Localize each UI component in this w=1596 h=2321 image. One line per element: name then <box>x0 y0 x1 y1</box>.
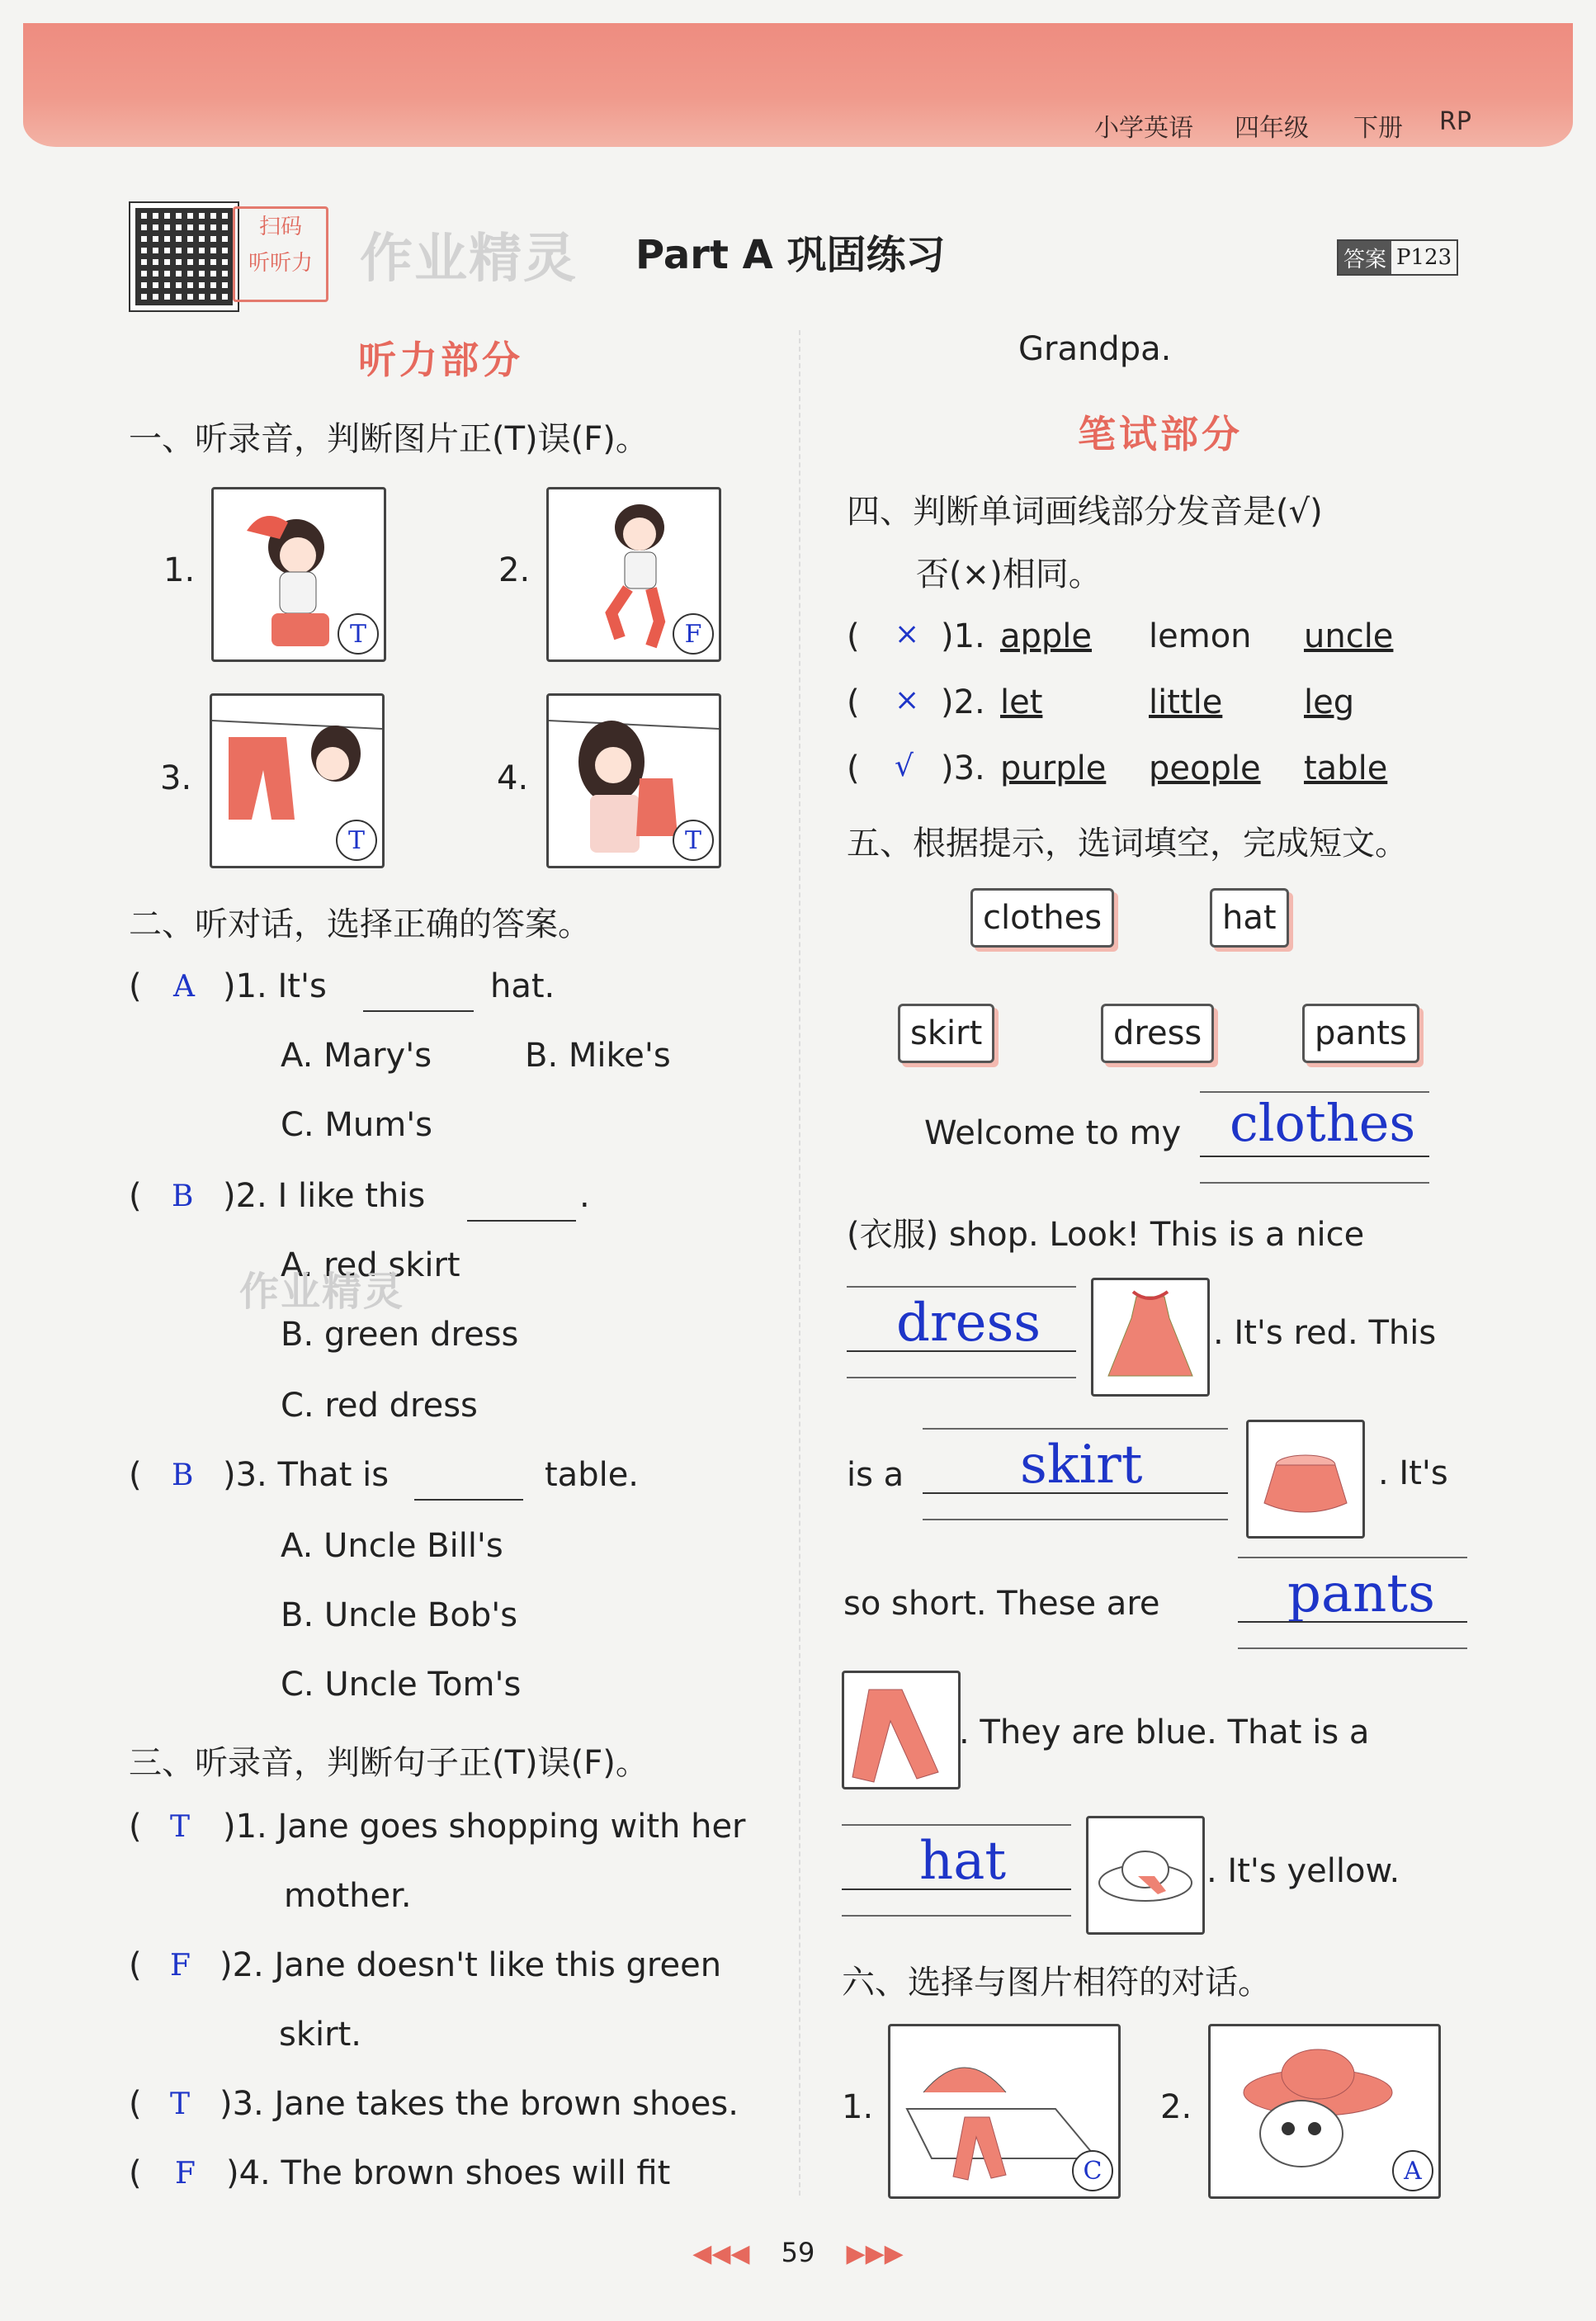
hat-picture <box>1086 1816 1205 1935</box>
s5-guide-3a <box>923 1428 1228 1430</box>
s6-picture-2 <box>1208 2024 1441 2199</box>
s3-line-1: )1. Jane goes shopping with her <box>223 1808 746 1846</box>
s1-answer-2: F <box>673 613 714 655</box>
s1-num-1: 1. <box>163 551 196 589</box>
s2-q3-opt-b: B. Uncle Bob's <box>281 1596 518 1634</box>
s3-answer-4: F <box>175 2157 196 2191</box>
s4-word-1c: uncle <box>1304 617 1394 655</box>
page-title: Part A 巩固练习 <box>635 232 946 278</box>
column-divider <box>799 330 800 2196</box>
s5-text-4: is a <box>847 1456 904 1494</box>
s1-picture-4 <box>546 693 721 868</box>
dress-picture <box>1091 1278 1210 1397</box>
s4-answer-2: × <box>895 683 920 717</box>
s2-q1-end: hat. <box>490 967 555 1005</box>
s2-q3-answer: B <box>172 1458 194 1492</box>
s2-q3-end: table. <box>545 1456 640 1494</box>
word-box-clothes: clothes <box>970 888 1114 948</box>
continuation-text: Grandpa. <box>1018 330 1172 368</box>
word-box-dress: dress <box>1101 1004 1214 1063</box>
s4-word-2b: little <box>1149 683 1223 721</box>
word-box-skirt: skirt <box>898 1004 994 1063</box>
s4-num-2: )2. <box>941 683 985 721</box>
page-number: 59 <box>781 2237 815 2268</box>
s5-text-3: . It's red. This <box>1213 1314 1437 1352</box>
s2-q3-opt-c: C. Uncle Tom's <box>281 1666 522 1704</box>
s5-blank-1[interactable] <box>1200 1156 1429 1157</box>
s2-q2-opt-b: B. green dress <box>281 1316 519 1354</box>
s1-answer-3: T <box>336 820 377 861</box>
s2-q1-blank[interactable] <box>363 1010 474 1012</box>
s2-q1-answer: A <box>173 970 195 1004</box>
s5-guide-5b <box>842 1915 1071 1917</box>
header-edition: RP <box>1439 107 1471 136</box>
s4-word-2a: let <box>1000 683 1043 721</box>
s2-q3-stem: )3. That is <box>223 1456 390 1494</box>
s2-q2-stem: )2. I like this <box>223 1177 426 1215</box>
pants-picture <box>842 1671 961 1789</box>
s2-q3: ( <box>129 1456 142 1494</box>
s5-guide-4b <box>1238 1647 1467 1649</box>
s2-q3-blank[interactable] <box>414 1499 523 1501</box>
listening-section-title: 听力部分 <box>358 338 523 382</box>
answer-page: P123 <box>1396 245 1452 270</box>
s2-q3-opt-a: A. Uncle Bill's <box>281 1527 503 1565</box>
s1-picture-3 <box>210 693 385 868</box>
hat-icon <box>1088 1818 1202 1932</box>
s4-word-3b: people <box>1149 749 1261 787</box>
s5-text-6: so short. These are <box>843 1585 1160 1623</box>
s5-guide-5a <box>842 1824 1071 1826</box>
s5-title: 五、根据提示，选词填空，完成短文。 <box>847 825 1408 863</box>
s3-paren-2: ( <box>129 1946 142 1984</box>
s5-blank-5[interactable] <box>842 1888 1071 1890</box>
s5-guide-2a <box>847 1286 1076 1288</box>
s5-fill-3[interactable]: skirt <box>1020 1435 1143 1496</box>
s4-word-1a: apple <box>1000 617 1093 655</box>
s5-blank-2[interactable] <box>847 1350 1076 1352</box>
header-grade: 四年级 <box>1235 114 1309 143</box>
s3-answer-1: T <box>170 1810 191 1844</box>
s5-fill-2[interactable]: dress <box>896 1293 1041 1354</box>
dress-icon <box>1093 1280 1207 1394</box>
s3-title: 三、听录音，判断句子正(T)误(F)。 <box>129 1744 649 1782</box>
s3-paren-3: ( <box>129 2085 142 2123</box>
skirt-icon <box>1249 1422 1362 1536</box>
s4-title-1: 四、判断单词画线部分发音是(√) <box>847 493 1323 531</box>
watermark: 作业精灵 <box>360 229 578 290</box>
s4-paren-2: ( <box>847 683 860 721</box>
s5-fill-1[interactable]: clothes <box>1230 1093 1416 1153</box>
s5-text-2: (衣服) shop. Look! This is a nice <box>847 1216 1365 1254</box>
word-box-pants: pants <box>1302 1004 1419 1063</box>
s2-q2-opt-c: C. red dress <box>281 1387 478 1425</box>
answer-label: 答案 <box>1339 241 1391 274</box>
s5-blank-3[interactable] <box>923 1492 1228 1494</box>
s6-title: 六、选择与图片相符的对话。 <box>842 1964 1271 2002</box>
s1-answer-1: T <box>338 613 379 655</box>
s3-line-2b: skirt. <box>279 2016 361 2054</box>
watermark-2: 作业精灵 <box>239 1269 405 1315</box>
qr-code[interactable] <box>130 203 238 310</box>
s1-picture-2 <box>546 487 721 662</box>
s6-picture-1 <box>888 2024 1121 2199</box>
skirt-picture <box>1246 1420 1365 1539</box>
scan-label: 扫码 <box>258 215 302 239</box>
s4-word-3c: table <box>1304 749 1388 787</box>
s3-answer-3: T <box>170 2087 191 2121</box>
s2-q1-opt-a: A. Mary's <box>281 1037 432 1075</box>
s6-num-1: 1. <box>842 2088 874 2126</box>
s1-num-2: 2. <box>498 551 531 589</box>
s4-num-1: )1. <box>941 617 985 655</box>
header-banner <box>23 23 1573 147</box>
s5-text-1: Welcome to my <box>924 1114 1182 1152</box>
s2-q1-opt-b: B. Mike's <box>525 1037 671 1075</box>
s2-q2-answer: B <box>172 1179 194 1213</box>
s5-guide-1b <box>1200 1182 1429 1184</box>
s1-title: 一、听录音，判断图片正(T)误(F)。 <box>129 420 649 458</box>
header-subject: 小学英语 <box>1094 114 1193 143</box>
s3-line-3: )3. Jane takes the brown shoes. <box>220 2085 739 2123</box>
s4-word-3a: purple <box>1000 749 1107 787</box>
prev-arrows[interactable]: ◀◀◀ <box>692 2239 750 2268</box>
s2-q1: ( <box>129 967 142 1005</box>
s4-word-1b: lemon <box>1149 617 1252 655</box>
listen-label: 听听力 <box>248 251 313 276</box>
s5-guide-4a <box>1238 1557 1467 1558</box>
s2-q2: ( <box>129 1177 142 1215</box>
s5-text-7: . They are blue. That is a <box>959 1714 1370 1751</box>
s6-answer-1: C <box>1072 2150 1113 2191</box>
s4-word-2c: leg <box>1304 683 1355 721</box>
s3-line-4: )4. The brown shoes will fit <box>226 2154 671 2192</box>
s5-guide-3b <box>923 1519 1228 1520</box>
s2-q2-blank[interactable] <box>467 1220 576 1222</box>
page-footer <box>0 2237 1596 2268</box>
s3-paren-4: ( <box>129 2154 142 2192</box>
s5-text-5: . It's <box>1378 1454 1448 1492</box>
s4-answer-1: × <box>895 617 920 651</box>
next-arrows[interactable]: ▶▶▶ <box>846 2239 904 2268</box>
s5-fill-4[interactable]: pants <box>1287 1563 1435 1624</box>
s3-answer-2: F <box>170 1949 191 1983</box>
s5-blank-4[interactable] <box>1238 1621 1467 1623</box>
s3-paren-1: ( <box>129 1808 142 1846</box>
s4-paren-1: ( <box>847 617 860 655</box>
s2-q1-opt-c: C. Mum's <box>281 1106 433 1144</box>
s4-paren-3: ( <box>847 749 860 787</box>
pants-icon <box>844 1673 958 1787</box>
s2-title: 二、听对话，选择正确的答案。 <box>129 905 591 943</box>
s1-num-3: 3. <box>160 759 192 797</box>
writing-section-title: 笔试部分 <box>1078 412 1243 456</box>
s6-num-2: 2. <box>1160 2088 1192 2126</box>
s3-line-1b: mother. <box>284 1877 412 1915</box>
s6-answer-2: A <box>1392 2150 1433 2191</box>
s5-text-8: . It's yellow. <box>1206 1852 1400 1890</box>
s5-guide-2b <box>847 1377 1076 1378</box>
s5-fill-5[interactable]: hat <box>919 1831 1007 1892</box>
word-box-hat: hat <box>1210 888 1289 948</box>
header-term: 下册 <box>1353 114 1403 143</box>
s1-answer-4: T <box>673 820 714 861</box>
s2-q1-stem: )1. It's <box>223 967 327 1005</box>
s1-num-4: 4. <box>497 759 529 797</box>
s4-answer-3: √ <box>895 749 914 783</box>
answer-reference[interactable] <box>1337 239 1458 276</box>
s4-num-3: )3. <box>941 749 985 787</box>
s2-q2-opt-a: A. red skirt <box>281 1246 460 1284</box>
s4-title-2: 否(×)相同。 <box>916 555 1102 593</box>
s3-line-2: )2. Jane doesn't like this green <box>220 1946 722 1984</box>
s2-q2-end: . <box>579 1177 590 1215</box>
s1-picture-1 <box>211 487 386 662</box>
scan-listen-label <box>233 206 328 302</box>
